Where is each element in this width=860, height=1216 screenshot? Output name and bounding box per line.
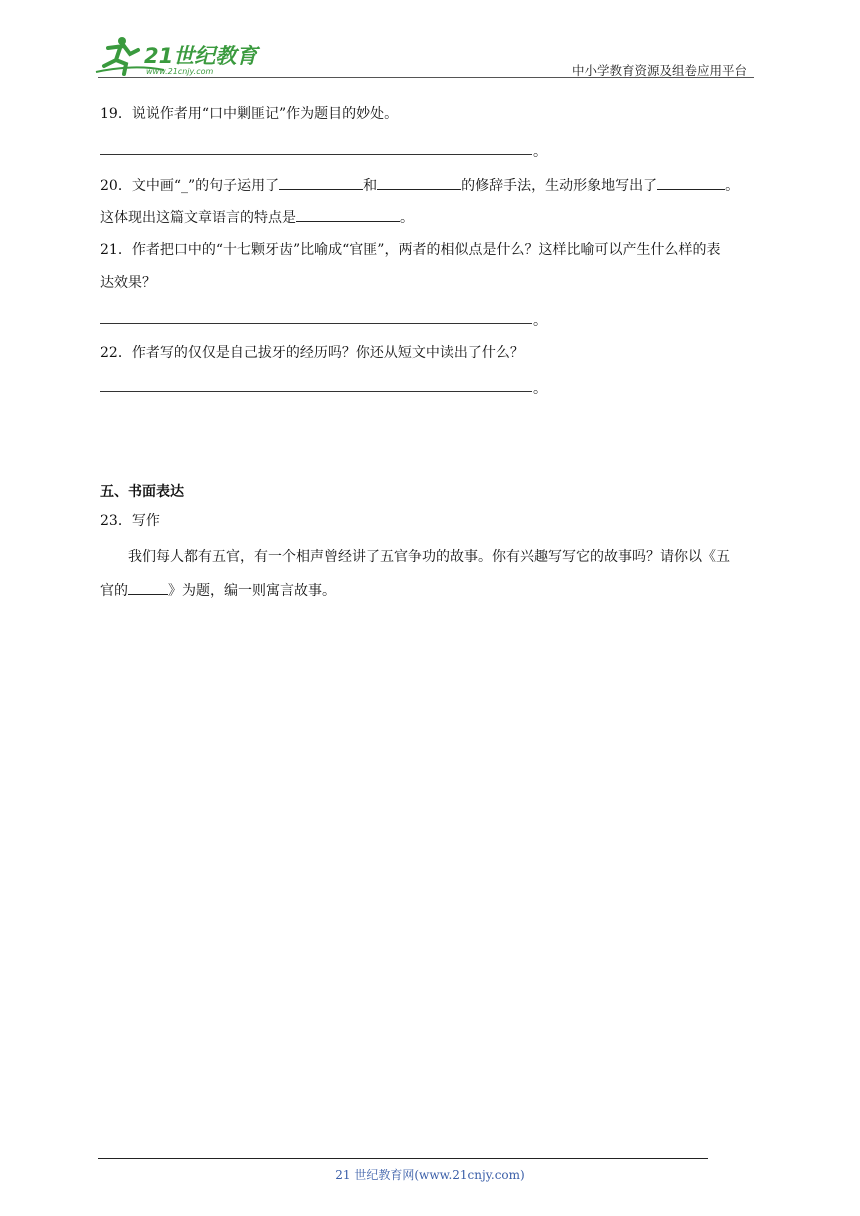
question-20-line1 [100, 174, 739, 196]
question-22: 22．作者写的仅仅是自己拔牙的经历吗？你还从短文中读出了什么？ [100, 345, 524, 361]
q23-line2-start: 官的 [100, 583, 128, 599]
runner-logo-icon [94, 34, 264, 78]
site-logo [94, 34, 264, 78]
answer-end-21: 。 [533, 313, 547, 329]
header-platform-text: 中小学教育资源及组卷应用平台 [572, 63, 748, 78]
q20-line2-text: 这体现出这篇文章语言的特点是 [100, 210, 296, 226]
q20-part2: 和 [363, 178, 378, 194]
answer-line-19 [100, 154, 532, 155]
q20-blank-4 [296, 206, 400, 222]
q23-blank [128, 579, 168, 595]
question-19: 19．说说作者用“口中剿匪记”作为题目的妙处。 [100, 106, 399, 122]
header-divider [98, 77, 754, 78]
logo-sub-text: www.21cnjy.com [146, 67, 214, 76]
q20-part3: 的修辞手法，生动形象地写出了 [461, 178, 658, 194]
footer-divider [98, 1158, 708, 1159]
q20-blank-2 [377, 174, 461, 190]
answer-end-19: 。 [533, 144, 547, 160]
answer-end-22: 。 [533, 381, 547, 397]
question-20-line2 [100, 206, 414, 228]
q20-blank-1 [279, 174, 363, 190]
answer-line-22 [100, 391, 532, 392]
footer-site-text: 21 世纪教育网(www.21cnjy.com) [335, 1168, 525, 1182]
question-23-label: 23．写作 [100, 513, 160, 529]
question-23-para-line1: 我们每人都有五官，有一个相声曾经讲了五官争功的故事。你有兴趣写写它的故事吗？请你以《五 [128, 549, 730, 565]
question-23-para-line2 [100, 579, 336, 601]
q20-part1: 20．文中画“_”的句子运用了 [100, 178, 280, 194]
q20-line2-end: 。 [400, 210, 414, 226]
logo-main-text: 21世纪教育 [144, 44, 258, 68]
q23-line2-end: 》为题，编一则寓言故事。 [168, 583, 336, 599]
question-21-line2: 达效果？ [100, 275, 156, 291]
question-21-line1: 21．作者把口中的“十七颗牙齿”比喻成“官匪”，两者的相似点是什么？这样比喻可以产生什么样的表 [100, 242, 721, 258]
section-5-title: 五、书面表达 [100, 484, 184, 500]
q20-blank-3 [657, 174, 725, 190]
q20-part4: 。 [725, 178, 740, 194]
answer-line-21 [100, 323, 532, 324]
